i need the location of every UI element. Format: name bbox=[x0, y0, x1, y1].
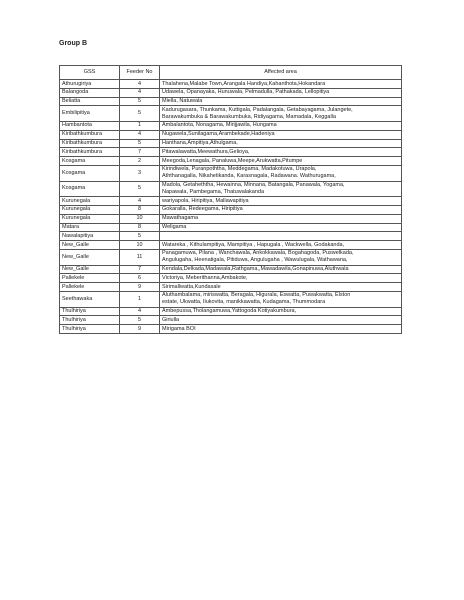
feeder-cell: 4 bbox=[120, 80, 160, 89]
table-row bbox=[60, 283, 402, 292]
affected-area-cell: Sirimallwatta,Kundasale bbox=[160, 283, 402, 292]
affected-area-cell: Meegoda,Lenagala, Panaluwa,Meepe,Arukwatta,Pitumpe bbox=[160, 157, 402, 166]
gss-cell: Kurunegala bbox=[60, 205, 120, 214]
table-header-row bbox=[60, 66, 402, 80]
gss-cell: Kiribathkumbura bbox=[60, 139, 120, 148]
feeder-cell: 5 bbox=[120, 232, 160, 241]
feeder-cell: 4 bbox=[120, 197, 160, 206]
gss-cell: Kurunegala bbox=[60, 197, 120, 206]
gss-cell: Embilipitiya bbox=[60, 106, 120, 122]
affected-area-cell: Giriulla bbox=[160, 316, 402, 325]
gss-cell: New_Galle bbox=[60, 265, 120, 274]
table-row bbox=[60, 205, 402, 214]
table-row bbox=[60, 232, 402, 241]
table-row bbox=[60, 291, 402, 307]
gss-cell: Kosgama bbox=[60, 181, 120, 197]
gss-cell: Matara bbox=[60, 223, 120, 232]
table-row bbox=[60, 80, 402, 89]
affected-area-cell: Ambalantota, Nonagama, Mirijjawila, Hungama bbox=[160, 121, 402, 130]
table-row bbox=[60, 157, 402, 166]
table-row bbox=[60, 165, 402, 181]
gss-cell: Kurunegala bbox=[60, 214, 120, 223]
gss-cell: Beliatta bbox=[60, 97, 120, 106]
feeder-cell: 6 bbox=[120, 274, 160, 283]
table-row bbox=[60, 97, 402, 106]
affected-area-cell: Thalahena,Malabe Town,Arangala Handiya,Kahanthota,Hokandara bbox=[160, 80, 402, 89]
table-row bbox=[60, 88, 402, 97]
feeder-cell: 9 bbox=[120, 283, 160, 292]
gss-cell: Nawalapitiya bbox=[60, 232, 120, 241]
feeder-cell: 7 bbox=[120, 148, 160, 157]
affected-area-cell: Aluthambalama, miriswatta, Beragala, Higurala, Eswatta, Puwakwatta, Elston estate, Ukwatta, Ilukovita, manikkawatta, Kudagama, Thummodara bbox=[160, 291, 402, 307]
affected-area-cell: Kirindiwela, Puranpoththa, Meddegama, Madakotuwa, Urapola, Aththanagalla, Nikahetikanda, Karasnagala, Radawana. Wathurugama, bbox=[160, 165, 402, 181]
feeder-cell: 3 bbox=[120, 165, 160, 181]
header-affected-area: Affected area bbox=[160, 66, 402, 80]
affected-area-cell: Madola, Getaheththa, Hewainna, Minnana, Batangala, Panawala, Yogama, Napawala, Pambegama, Thatuwalakanda bbox=[160, 181, 402, 197]
gss-cell: Thulhiriya bbox=[60, 325, 120, 334]
feeder-cell: 4 bbox=[120, 88, 160, 97]
feeder-cell: 5 bbox=[120, 181, 160, 197]
feeder-cell: 8 bbox=[120, 205, 160, 214]
gss-cell: Kosgama bbox=[60, 157, 120, 166]
gss-cell: Balangoda bbox=[60, 88, 120, 97]
affected-area-cell: Hanthana,Ampitiya,Athulgama, bbox=[160, 139, 402, 148]
feeder-cell: 1 bbox=[120, 291, 160, 307]
gss-cell: New_Galle bbox=[60, 241, 120, 250]
table-row bbox=[60, 223, 402, 232]
gss-cell: Kiribathkumbura bbox=[60, 148, 120, 157]
affected-area-cell bbox=[160, 232, 402, 241]
affected-area-cell: Gokaralla, Redeegama, Hiripitiya bbox=[160, 205, 402, 214]
affected-area-cell: Nugawela,Sunilagama,Arambekade,Hadeniya bbox=[160, 130, 402, 139]
gss-cell: New_Galle bbox=[60, 249, 120, 265]
affected-area-cell: Kendala,Delkada,Madawala,Rathgama,,Mawadawila,Gonapinuwa,Aluthwala bbox=[160, 265, 402, 274]
table-row bbox=[60, 121, 402, 130]
group-title: Group B bbox=[59, 40, 87, 47]
gss-cell: Seethawaka bbox=[60, 291, 120, 307]
affected-area-cell: Pitawalawatta,Meewathura,Gelioya, bbox=[160, 148, 402, 157]
affected-area-cell: Watareka , Kithulampitiya, Mampitiya , Hapugala , Wackwella, Godakanda, bbox=[160, 241, 402, 250]
gss-cell: Kosgama bbox=[60, 165, 120, 181]
table-row bbox=[60, 197, 402, 206]
table-row bbox=[60, 181, 402, 197]
gss-cell: Hambantota bbox=[60, 121, 120, 130]
feeder-cell: 5 bbox=[120, 316, 160, 325]
table-row bbox=[60, 214, 402, 223]
feeder-cell: 5 bbox=[120, 106, 160, 122]
table-row bbox=[60, 325, 402, 334]
table-row bbox=[60, 249, 402, 265]
table-row bbox=[60, 148, 402, 157]
affected-area-cell: Victoriya, Meberithanna,Ambakote, bbox=[160, 274, 402, 283]
affected-area-cell: Mawathagama bbox=[160, 214, 402, 223]
affected-area-cell: Udawela, Opanayaka, Hunuwala, Pelmadulla, Pathakada, Lellopitiya bbox=[160, 88, 402, 97]
gss-cell: Thulhiriya bbox=[60, 316, 120, 325]
header-feeder-no: Feeder No bbox=[120, 66, 160, 80]
affected-area-cell: Weligama bbox=[160, 223, 402, 232]
feeder-cell: 4 bbox=[120, 130, 160, 139]
table-body bbox=[60, 80, 402, 334]
feeder-cell: 10 bbox=[120, 214, 160, 223]
gss-cell: Pallekele bbox=[60, 274, 120, 283]
affected-area-cell: Mirigama BOI bbox=[160, 325, 402, 334]
table-row bbox=[60, 241, 402, 250]
table-row bbox=[60, 316, 402, 325]
table-row bbox=[60, 106, 402, 122]
feeder-cell: 5 bbox=[120, 97, 160, 106]
table-row bbox=[60, 139, 402, 148]
affected-area-cell: Miella, Natuwala bbox=[160, 97, 402, 106]
feeder-cell: 2 bbox=[120, 157, 160, 166]
feeder-cell: 11 bbox=[120, 249, 160, 265]
table-row bbox=[60, 265, 402, 274]
feeder-cell: 10 bbox=[120, 241, 160, 250]
table-row bbox=[60, 307, 402, 316]
table-row bbox=[60, 274, 402, 283]
feeder-cell: 4 bbox=[120, 307, 160, 316]
gss-cell: Athurugiriya bbox=[60, 80, 120, 89]
affected-area-cell: wariyapola, Hiripitiya, Mallawapitiya bbox=[160, 197, 402, 206]
table-row bbox=[60, 130, 402, 139]
feeder-cell: 7 bbox=[120, 265, 160, 274]
feeder-cell: 8 bbox=[120, 223, 160, 232]
affected-areas-table bbox=[59, 65, 402, 334]
gss-cell: Kiribathkumbura bbox=[60, 130, 120, 139]
gss-cell: Pallekele bbox=[60, 283, 120, 292]
header-gss: GSS bbox=[60, 66, 120, 80]
gss-cell: Thulhiriya bbox=[60, 307, 120, 316]
feeder-cell: 5 bbox=[120, 139, 160, 148]
feeder-cell: 1 bbox=[120, 121, 160, 130]
affected-area-cell: Panagamuwa, Pilana , Wanchawala, Ankokkawala, Bogahagoda, Puswelkada, Angulugaha, Heenatigala, Pitiduwa, Angulugaha , Wawulugala, Wathawana, bbox=[160, 249, 402, 265]
feeder-cell: 9 bbox=[120, 325, 160, 334]
affected-area-cell: Ambepussa,Tholangamuwa,Yattogoda Kotiyakumbura, bbox=[160, 307, 402, 316]
affected-area-cell: Kadurugasara, Thunkama, Kuttigala, Padalangala, Getabayagama, Julangete, Barawakumbuka & Barawakumbuka, Ridiyagama, Mamadala, Keggalla bbox=[160, 106, 402, 122]
